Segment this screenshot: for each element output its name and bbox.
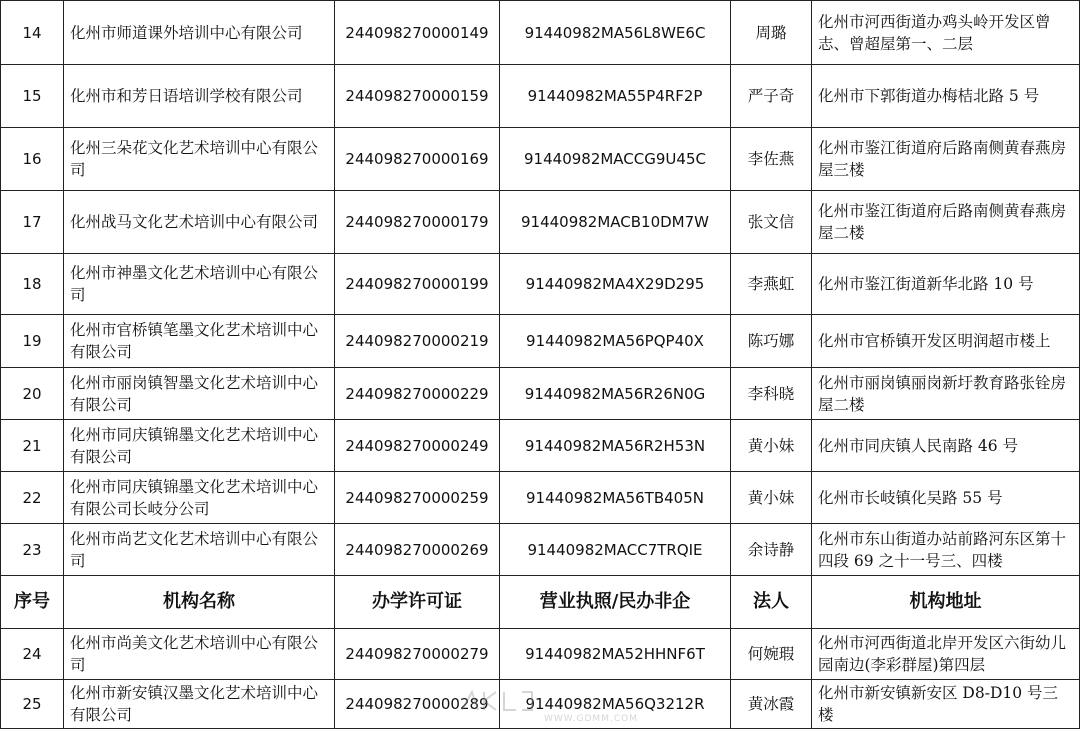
watermark-logo-icon: [458, 688, 538, 714]
table-row: [1, 368, 1080, 420]
school-license: 244098270000219: [335, 315, 500, 368]
table-row: [1, 315, 1080, 368]
table-row: [1, 191, 1080, 254]
school-license: 244098270000249: [335, 420, 500, 472]
institution-name: 化州三朵花文化艺术培训中心有限公司: [64, 128, 335, 191]
institution-name: 化州市新安镇汉墨文化艺术培训中心有限公司: [64, 680, 335, 729]
legal-representative: 李佐燕: [731, 128, 812, 191]
legal-representative: 李科晓: [731, 368, 812, 420]
school-license: 244098270000279: [335, 629, 500, 680]
row-number: 14: [1, 1, 64, 65]
legal-representative: 黄冰霞: [731, 680, 812, 729]
legal-representative: 陈巧娜: [731, 315, 812, 368]
header-school-license: 办学许可证: [335, 576, 500, 629]
institution-address: 化州市鉴江街道府后路南侧黄春燕房屋二楼: [812, 191, 1080, 254]
institution-address: 化州市鉴江街道府后路南侧黄春燕房屋三楼: [812, 128, 1080, 191]
table-row: [1, 65, 1080, 128]
header-legal-representative: 法人: [731, 576, 812, 629]
business-license: 91440982MA56PQP40X: [500, 315, 731, 368]
row-number: 15: [1, 65, 64, 128]
institution-name: 化州市和芳日语培训学校有限公司: [64, 65, 335, 128]
header-number: 序号: [1, 576, 64, 629]
institution-address: 化州市新安镇新安区 D8-D10 号三楼: [812, 680, 1080, 729]
row-number: 23: [1, 524, 64, 576]
school-license: 244098270000259: [335, 472, 500, 524]
legal-representative: 何婉瑕: [731, 629, 812, 680]
institution-address: 化州市下郭街道办梅桔北路 5 号: [812, 65, 1080, 128]
business-license: 91440982MACB10DM7W: [500, 191, 731, 254]
row-number: 21: [1, 420, 64, 472]
institution-name: 化州市师道课外培训中心有限公司: [64, 1, 335, 65]
school-license: 244098270000159: [335, 65, 500, 128]
legal-representative: 严子奇: [731, 65, 812, 128]
school-license: 244098270000149: [335, 1, 500, 65]
legal-representative: 黄小妹: [731, 472, 812, 524]
institution-name: 化州战马文化艺术培训中心有限公司: [64, 191, 335, 254]
table-row: [1, 128, 1080, 191]
business-license: 91440982MA56Q3212R: [500, 680, 731, 729]
row-number: 24: [1, 629, 64, 680]
row-number: 18: [1, 254, 64, 315]
table-row: [1, 629, 1080, 680]
school-license: 244098270000169: [335, 128, 500, 191]
site-watermark: [458, 688, 658, 728]
row-number: 16: [1, 128, 64, 191]
watermark-url: WWW.GDMM.COM: [544, 714, 638, 724]
school-license: 244098270000179: [335, 191, 500, 254]
business-license: 91440982MA56L8WE6C: [500, 1, 731, 65]
row-number: 25: [1, 680, 64, 729]
institution-name: 化州市尚艺文化艺术培训中心有限公司: [64, 524, 335, 576]
table-row: [1, 524, 1080, 576]
legal-representative: 周璐: [731, 1, 812, 65]
legal-representative: 余诗静: [731, 524, 812, 576]
business-license: 91440982MA56R26N0G: [500, 368, 731, 420]
row-number: 17: [1, 191, 64, 254]
school-license: 244098270000269: [335, 524, 500, 576]
institution-address: 化州市同庆镇人民南路 46 号: [812, 420, 1080, 472]
business-license: 91440982MA56TB405N: [500, 472, 731, 524]
institution-address: 化州市东山街道办站前路河东区第十四段 69 之十一号三、四楼: [812, 524, 1080, 576]
school-license: 244098270000229: [335, 368, 500, 420]
school-license: 244098270000199: [335, 254, 500, 315]
institution-address: 化州市长岐镇化吴路 55 号: [812, 472, 1080, 524]
table-row: [1, 254, 1080, 315]
table-row: [1, 472, 1080, 524]
institution-address: 化州市河西街道办鸡头岭开发区曾志、曾超屋第一、二层: [812, 1, 1080, 65]
business-license: 91440982MACCG9U45C: [500, 128, 731, 191]
header-address: 机构地址: [812, 576, 1080, 629]
header-business-license: 营业执照/民办非企: [500, 576, 731, 629]
institution-name: 化州市官桥镇笔墨文化艺术培训中心有限公司: [64, 315, 335, 368]
institution-name: 化州市同庆镇锦墨文化艺术培训中心有限公司长岐分公司: [64, 472, 335, 524]
business-license: 91440982MA56R2H53N: [500, 420, 731, 472]
table-row: [1, 420, 1080, 472]
institution-address: 化州市鉴江街道新华北路 10 号: [812, 254, 1080, 315]
table-row: [1, 1, 1080, 65]
row-number: 20: [1, 368, 64, 420]
institution-name: 化州市丽岗镇智墨文化艺术培训中心有限公司: [64, 368, 335, 420]
legal-representative: 张文信: [731, 191, 812, 254]
institution-name: 化州市尚美文化艺术培训中心有限公司: [64, 629, 335, 680]
institution-address: 化州市丽岗镇丽岗新圩教育路张铨房屋二楼: [812, 368, 1080, 420]
institution-name: 化州市同庆镇锦墨文化艺术培训中心有限公司: [64, 420, 335, 472]
business-license: 91440982MACC7TRQIE: [500, 524, 731, 576]
business-license: 91440982MA52HHNF6T: [500, 629, 731, 680]
school-license: 244098270000289: [335, 680, 500, 729]
row-number: 19: [1, 315, 64, 368]
header-institution-name: 机构名称: [64, 576, 335, 629]
institution-address: 化州市官桥镇开发区明润超市楼上: [812, 315, 1080, 368]
institution-name: 化州市神墨文化艺术培训中心有限公司: [64, 254, 335, 315]
business-license: 91440982MA4X29D295: [500, 254, 731, 315]
legal-representative: 黄小妹: [731, 420, 812, 472]
institution-address: 化州市河西街道北岸开发区六街幼儿园南边(李彩群屋)第四层: [812, 629, 1080, 680]
row-number: 22: [1, 472, 64, 524]
legal-representative: 李燕虹: [731, 254, 812, 315]
table-header-row: [1, 576, 1080, 629]
business-license: 91440982MA55P4RF2P: [500, 65, 731, 128]
